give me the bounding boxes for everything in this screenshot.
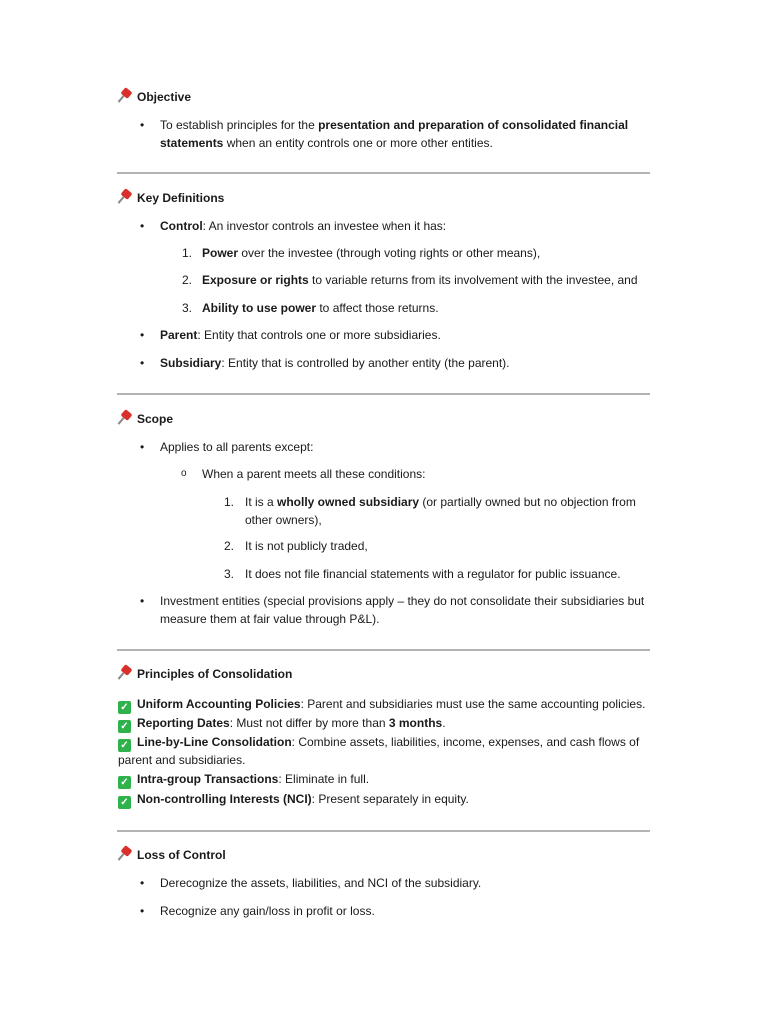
loss-item-1: Derecognize the assets, liabilities, and NCI of the subsidiary.	[160, 876, 482, 890]
bullet-dot: •	[140, 594, 145, 608]
list-number: 1.	[182, 246, 193, 260]
parent-definition: Parent: Entity that controls one or more subsidiaries.	[160, 328, 441, 342]
scope-when: When a parent meets all these conditions:	[202, 467, 426, 481]
control-definition: Control: An investor controls an investee when it has:	[160, 219, 447, 233]
principles-heading: Principles of Consolidation	[118, 666, 292, 682]
list-number: 3.	[224, 567, 235, 581]
section-divider	[117, 172, 650, 174]
section-divider	[117, 393, 650, 395]
scope-investment-line-2: measure them at fair value through P&L).	[160, 612, 380, 626]
scope-condition-2: It is not publicly traded,	[245, 539, 368, 553]
objective-text-line-2: statements when an entity controls one or more other entities.	[160, 136, 493, 150]
scope-condition-1-cont: other owners),	[245, 513, 322, 527]
objective-heading: Objective	[118, 89, 191, 105]
control-item-power: Power over the investee (through voting rights or other means),	[202, 246, 541, 260]
bullet-dot: •	[140, 118, 145, 132]
principle-line-by-line: ✓ Line-by-Line Consolidation: Combine assets, liabilities, income, expenses, and cash flows of	[118, 733, 639, 752]
scope-condition-1: It is a wholly owned subsidiary (or partially owned but no objection from	[245, 495, 636, 509]
principle-nci: ✓ Non-controlling Interests (NCI): Present separately in equity.	[118, 790, 469, 809]
pushpin-icon	[118, 666, 132, 680]
check-mark-button-icon: ✓	[118, 796, 131, 809]
scope-investment-line-1: Investment entities (special provisions apply – they do not consolidate their subsidiaries but	[160, 594, 645, 608]
check-mark-button-icon: ✓	[118, 739, 131, 752]
principle-reporting-dates: ✓ Reporting Dates: Must not differ by more than 3 months.	[118, 714, 446, 733]
principle-intra-group: ✓ Intra-group Transactions: Eliminate in full.	[118, 770, 369, 789]
bullet-dot: •	[140, 904, 145, 918]
list-number: 1.	[224, 495, 235, 509]
principle-uniform-policies: ✓ Uniform Accounting Policies: Parent and subsidiaries must use the same accounting policies.	[118, 695, 645, 714]
bullet-dot: •	[140, 219, 145, 233]
principle-line-by-line-cont: parent and subsidiaries.	[118, 753, 246, 767]
scope-applies: Applies to all parents except:	[160, 440, 314, 454]
bullet-dot: •	[140, 328, 145, 342]
bullet-dot: •	[140, 876, 145, 890]
pushpin-icon	[118, 89, 132, 103]
bullet-dot: •	[140, 356, 145, 370]
definitions-heading: Key Definitions	[118, 190, 224, 206]
pushpin-icon	[118, 190, 132, 204]
list-number: 3.	[182, 301, 193, 315]
check-mark-button-icon: ✓	[118, 701, 131, 714]
objective-text-line-1: To establish principles for the presentation and preparation of consolidated financial	[160, 118, 629, 132]
loss-heading: Loss of Control	[118, 847, 226, 863]
scope-heading: Scope	[118, 411, 173, 427]
list-number: 2.	[224, 539, 235, 553]
check-mark-button-icon: ✓	[118, 720, 131, 733]
control-item-ability: Ability to use power to affect those returns.	[202, 301, 439, 315]
hollow-bullet: o	[181, 468, 187, 479]
control-item-exposure: Exposure or rights to variable returns from its involvement with the investee, and	[202, 273, 638, 287]
loss-item-2: Recognize any gain/loss in profit or loss.	[160, 904, 375, 918]
check-mark-button-icon: ✓	[118, 776, 131, 789]
pushpin-icon	[118, 411, 132, 425]
list-number: 2.	[182, 273, 193, 287]
pushpin-icon	[118, 847, 132, 861]
bullet-dot: •	[140, 440, 145, 454]
scope-condition-3: It does not file financial statements with a regulator for public issuance.	[245, 567, 621, 581]
section-divider	[117, 649, 650, 651]
section-divider	[117, 830, 650, 832]
subsidiary-definition: Subsidiary: Entity that is controlled by another entity (the parent).	[160, 356, 510, 370]
